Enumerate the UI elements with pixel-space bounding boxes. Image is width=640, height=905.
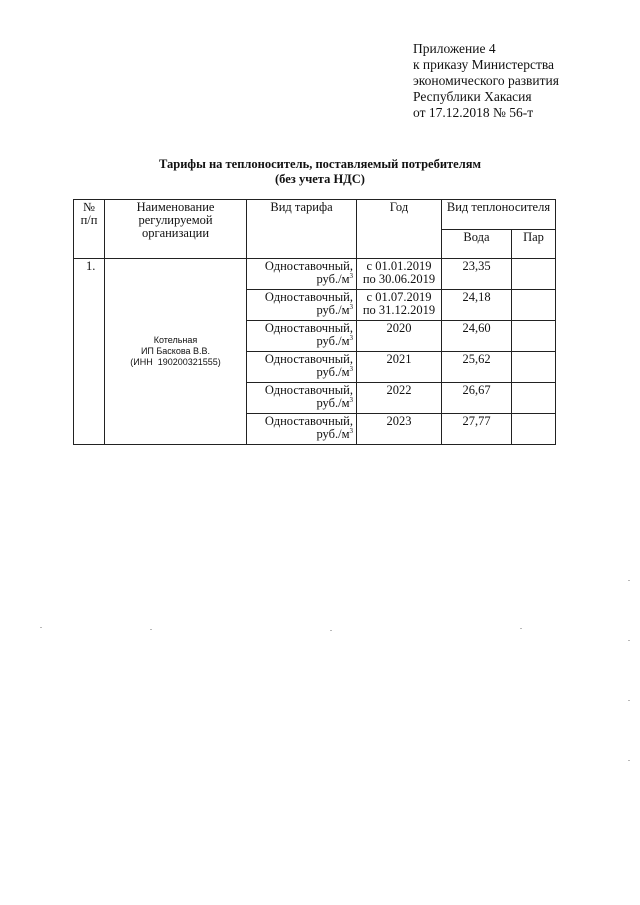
tariff-type-text: Одноставочный, xyxy=(264,290,353,304)
header-text: Наименование xyxy=(136,200,215,214)
unit-power: 3 xyxy=(349,333,353,342)
water-tariff-cell: 25,62 xyxy=(442,352,512,383)
header-number xyxy=(74,200,105,259)
unit-power: 3 xyxy=(349,364,353,373)
year-text: с 01.07.2019 xyxy=(366,290,432,304)
water-tariff-cell: 27,77 xyxy=(442,414,512,445)
title-line: Тарифы на теплоноситель, поставляемый потребителям xyxy=(158,157,482,171)
table-header-row xyxy=(74,200,556,230)
header-organization xyxy=(105,200,247,259)
year-text: 2023 xyxy=(386,414,412,428)
unit-text: руб./м xyxy=(316,272,350,286)
water-tariff-cell: 24,18 xyxy=(442,290,512,321)
appendix-line: от 17.12.2018 № 56-т xyxy=(413,105,534,120)
tariff-unit xyxy=(250,304,353,317)
water-tariff-cell: 23,35 xyxy=(442,259,512,290)
tariff-type-cell xyxy=(247,383,357,414)
tariff-type-text: Одноставочный, xyxy=(264,321,353,335)
year-text: 2020 xyxy=(386,321,412,335)
year-cell xyxy=(357,352,442,383)
appendix-line: к приказу Министерства xyxy=(413,57,555,72)
year-text: 2022 xyxy=(386,383,412,397)
tariff-type-cell xyxy=(247,414,357,445)
tariff-table xyxy=(73,199,556,445)
steam-tariff-cell xyxy=(512,259,556,290)
tariff-type-cell xyxy=(247,321,357,352)
tariff-type-text: Одноставочный, xyxy=(264,352,353,366)
unit-text: руб./м xyxy=(316,334,350,348)
header-text: Пар xyxy=(523,229,544,244)
unit-text: руб./м xyxy=(316,365,350,379)
year-cell xyxy=(357,414,442,445)
header-steam xyxy=(512,229,556,259)
scan-artifact xyxy=(520,628,522,629)
year-text: 2021 xyxy=(386,352,412,366)
scan-artifact xyxy=(628,760,630,761)
water-tariff-cell: 26,67 xyxy=(442,383,512,414)
tariff-unit xyxy=(250,397,353,410)
organization-line: (ИНН 190200321555) xyxy=(130,357,221,367)
scan-artifact xyxy=(40,627,42,628)
unit-power: 3 xyxy=(349,395,353,404)
header-text: п/п xyxy=(80,213,98,227)
row-number: 1. xyxy=(74,259,105,445)
scan-artifact xyxy=(150,629,152,630)
unit-text: руб./м xyxy=(316,427,350,441)
scan-artifact xyxy=(628,640,630,641)
tariff-unit xyxy=(250,335,353,348)
steam-tariff-cell xyxy=(512,290,556,321)
header-text: Год xyxy=(389,200,409,214)
unit-text: руб./м xyxy=(316,396,350,410)
tariff-unit xyxy=(250,366,353,379)
year-text: по 30.06.2019 xyxy=(362,272,436,286)
header-water xyxy=(442,229,512,259)
appendix-block xyxy=(413,41,559,121)
header-text: Вода xyxy=(463,229,490,244)
year-cell xyxy=(357,259,442,290)
organization-cell xyxy=(105,259,247,445)
year-text: с 01.01.2019 xyxy=(366,259,432,273)
appendix-line: Республики Хакасия xyxy=(413,89,532,104)
unit-text: руб./м xyxy=(316,303,350,317)
scan-artifact xyxy=(628,700,630,701)
header-carrier xyxy=(442,200,556,230)
year-cell xyxy=(357,383,442,414)
year-text: по 31.12.2019 xyxy=(362,303,436,317)
tariff-type-text: Одноставочный, xyxy=(264,414,353,428)
tariff-type-cell xyxy=(247,259,357,290)
header-year xyxy=(357,200,442,259)
scan-artifact xyxy=(628,580,630,581)
steam-tariff-cell xyxy=(512,383,556,414)
year-cell xyxy=(357,321,442,352)
header-tariff-type xyxy=(247,200,357,259)
tariff-unit xyxy=(250,273,353,286)
scan-artifact xyxy=(330,630,332,631)
header-text: регулируемой xyxy=(138,213,213,227)
organization-line: Котельная xyxy=(153,335,198,345)
unit-power: 3 xyxy=(349,302,353,311)
tariff-type-cell xyxy=(247,352,357,383)
tariff-unit xyxy=(250,428,353,441)
header-text: № xyxy=(83,200,95,214)
steam-tariff-cell xyxy=(512,414,556,445)
steam-tariff-cell xyxy=(512,321,556,352)
unit-power: 3 xyxy=(349,271,353,280)
tariff-type-text: Одноставочный, xyxy=(264,383,353,397)
water-tariff-cell: 24,60 xyxy=(442,321,512,352)
header-text: Вид теплоносителя xyxy=(446,200,551,214)
appendix-line: Приложение 4 xyxy=(413,41,496,56)
title-subline: (без учета НДС) xyxy=(275,172,365,186)
year-cell xyxy=(357,290,442,321)
header-text: организации xyxy=(141,226,210,240)
table-row xyxy=(74,259,556,290)
tariff-type-cell xyxy=(247,290,357,321)
unit-power: 3 xyxy=(349,426,353,435)
organization-line: ИП Баскова В.В. xyxy=(140,346,211,356)
document-title xyxy=(0,157,640,187)
header-text: Вид тарифа xyxy=(270,200,333,214)
steam-tariff-cell xyxy=(512,352,556,383)
tariff-type-text: Одноставочный, xyxy=(264,259,353,273)
appendix-line: экономического развития xyxy=(413,73,559,88)
